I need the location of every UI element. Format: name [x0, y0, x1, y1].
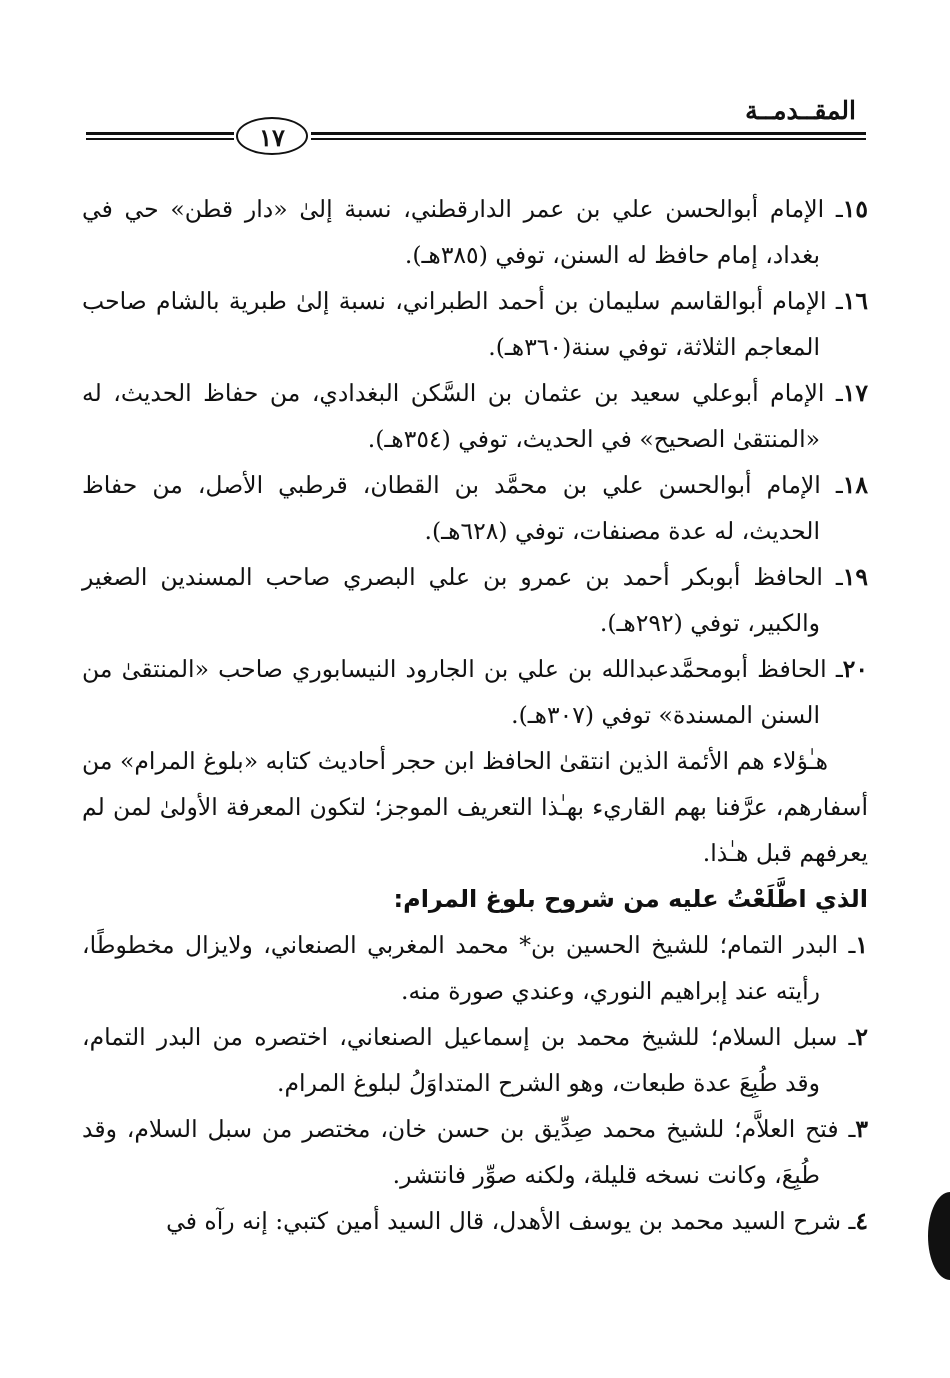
- entry-text: ـ الحافظ أبوبكر أحمد بن عمرو بن علي البصري صاحب المسندين الصغير والكبير، توفي (٢٩٢هـ).: [82, 563, 843, 637]
- entry-number: ١٨: [842, 471, 868, 499]
- commentary-entry-3: [82, 1106, 868, 1198]
- header-rule-left-thick: [86, 132, 234, 135]
- commentary-entry-1: [82, 922, 868, 1014]
- entry-text: ـ الإمام أبوعلي سعيد بن عثمان بن السَّكن البغدادي، من حفاظ الحديث، له «المنتقىٰ الصحيح» في الحديث، توفي (٣٥٤هـ).: [82, 379, 843, 453]
- entry-text: ـ سبل السلام؛ للشيخ محمد بن إسماعيل الصنعاني، اختصره من البدر التمام، وقد طُبِعَ عدة طبعات، وهو الشرح المتداوَلُ لبلوغ المرام.: [82, 1023, 856, 1097]
- page-number: ١٧: [236, 117, 308, 155]
- entry-number: ٢: [855, 1023, 868, 1051]
- header-rule-right-thick: [311, 132, 866, 135]
- header-rule-right-thin: [311, 138, 866, 140]
- scholar-entry-17: [82, 370, 868, 462]
- entry-number: ١٩: [842, 563, 868, 591]
- header-rule-left-thin: [86, 138, 234, 140]
- scholar-entry-15: [82, 186, 868, 278]
- chapter-title: المقــدمــة: [745, 96, 856, 125]
- entry-number: ٢٠: [842, 655, 868, 683]
- entry-text: ـ فتح العلاَّم؛ للشيخ محمد صِدِّيق بن حسن خان، مختصر من سبل السلام، وقد طُبِعَ، وكانت نسخه قليلة، ولكنه صوِّر فانتشر.: [82, 1115, 856, 1189]
- entry-text: ـ الإمام أبوالقاسم سليمان بن أحمد الطبراني، نسبة إلىٰ طبرية بالشام صاحب المعاجم الثلاثة، توفي سنة(٣٦٠هـ).: [82, 287, 843, 361]
- scan-edge-mark: [928, 1192, 950, 1280]
- entry-number: ٣: [855, 1115, 868, 1143]
- page-content: [82, 186, 868, 1244]
- entry-text: ـ شرح السيد محمد بن يوسف الأهدل، قال السيد أمين كتبي: إنه رآه في: [166, 1207, 856, 1235]
- page-header: [86, 92, 866, 162]
- entry-text: ـ البدر التمام؛ للشيخ الحسين بن* محمد المغربي الصنعاني، ولايزال مخطوطًا، رأيته عند إبراهيم النوري، وعندي صورة منه.: [82, 931, 856, 1005]
- commentary-entry-2: [82, 1014, 868, 1106]
- entry-number: ١٥: [842, 195, 868, 223]
- intro-paragraph: هـٰؤلاء هم الأئمة الذين انتقىٰ الحافظ ابن حجر أحاديث كتابه «بلوغ المرام» من أسفارهم، عرَّفنا بهم القاريء بهـٰذا التعريف الموجز؛ لتكون المعرفة الأولىٰ لمن لم يعرفهم قبل هـٰذا.: [82, 747, 868, 867]
- entry-text: ـ الإمام أبوالحسن علي بن محمَّد بن القطان، قرطبي الأصل، من حفاظ الحديث، له عدة مصنفات، توفي (٦٢٨هـ).: [82, 471, 843, 545]
- commentary-entry-4: [82, 1198, 868, 1244]
- scholar-entry-16: [82, 278, 868, 370]
- entry-number: ١٧: [842, 379, 868, 407]
- entry-text: ـ الحافظ أبومحمَّدعبدالله بن علي بن الجارود النيسابوري صاحب «المنتقىٰ من السنن المسندة» توفي (٣٠٧هـ).: [82, 655, 843, 729]
- scholar-entry-20: [82, 646, 868, 738]
- scholar-entry-18: [82, 462, 868, 554]
- commentaries-heading: الذي اطَّلَعْتُ عليه من شروح بلوغ المرام:: [393, 885, 868, 913]
- entry-text: ـ الإمام أبوالحسن علي بن عمر الدارقطني، نسبة إلىٰ «دار قطن» حي في بغداد، إمام حافظ له السنن، توفي (٣٨٥هـ).: [82, 195, 843, 269]
- entry-number: ١٦: [842, 287, 868, 315]
- entry-number: ٤: [855, 1207, 868, 1235]
- entry-number: ١: [855, 931, 868, 959]
- scholar-entry-19: [82, 554, 868, 646]
